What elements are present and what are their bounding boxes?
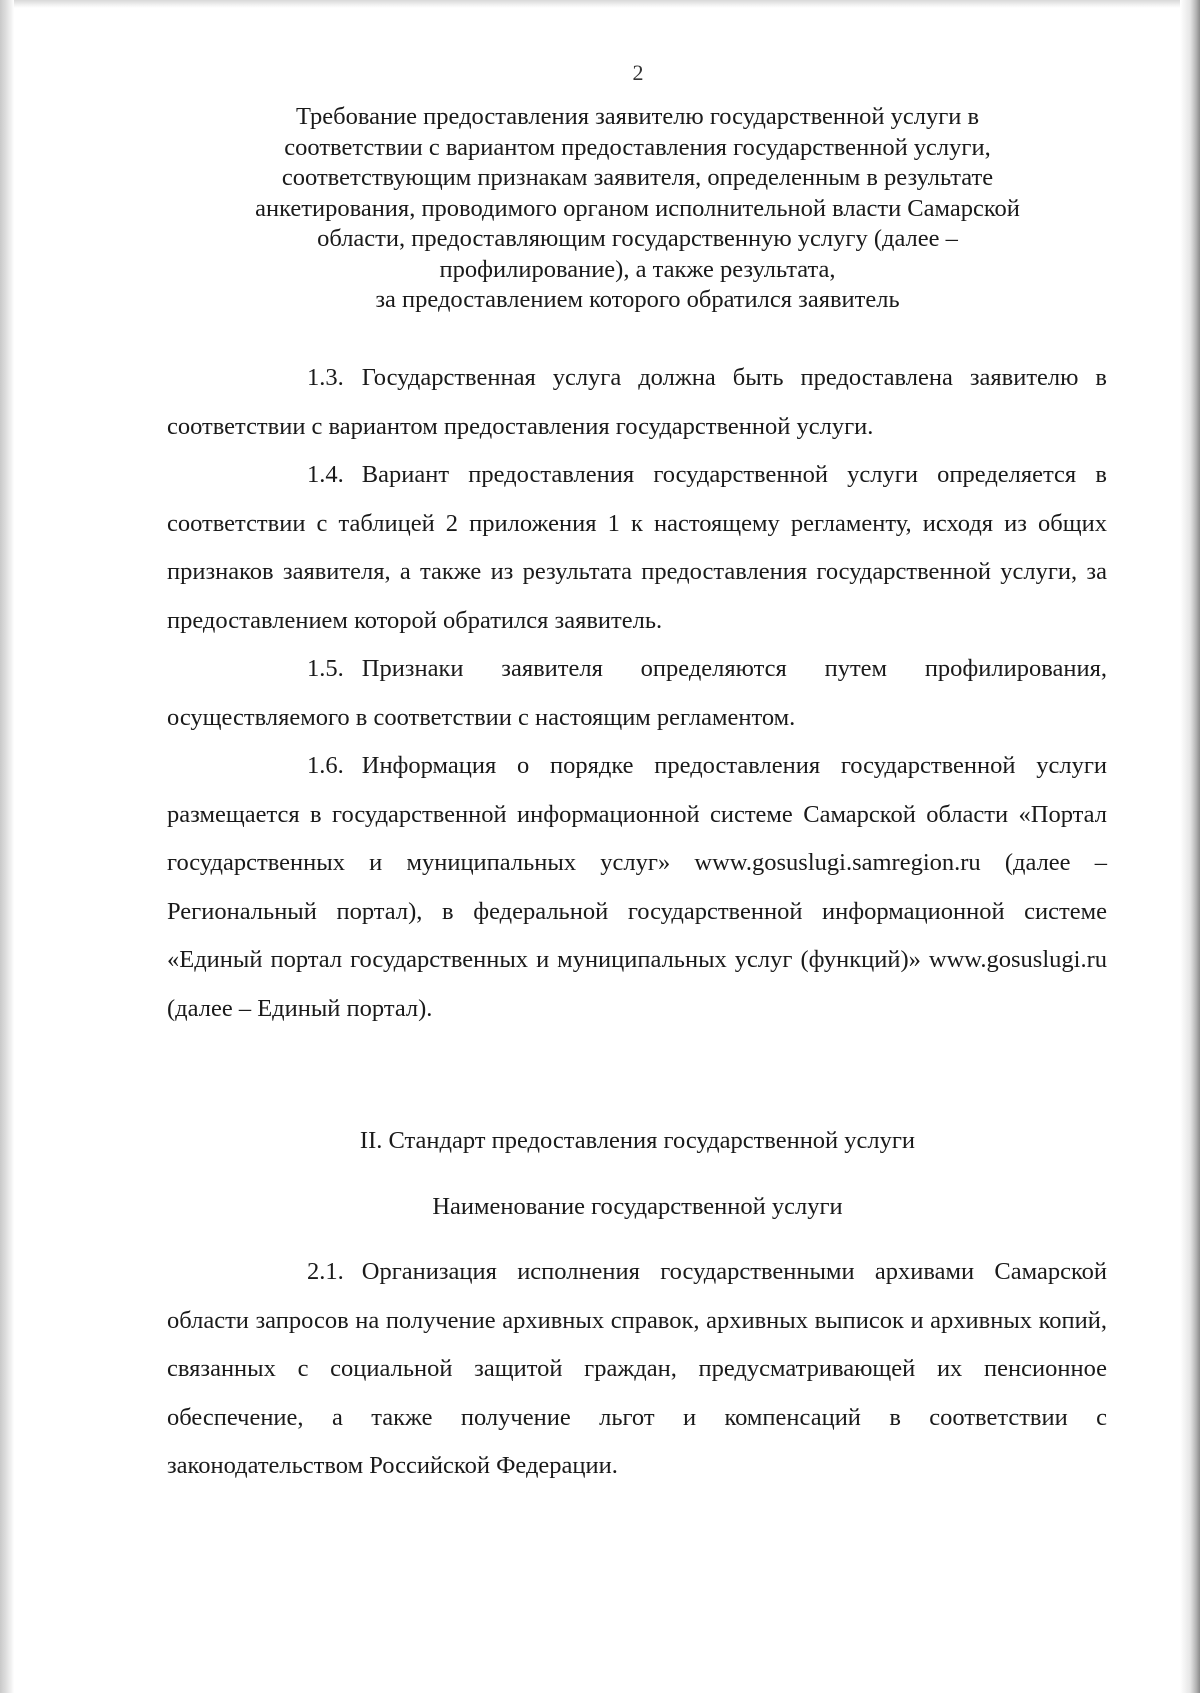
scan-edge-left	[0, 0, 14, 1693]
paragraph-text: Организация исполнения государственными архивами Самарской области запросов на получение архивных справок, архивных выписок и архивных копий, связанных с социальной защитой граждан, предусматривающей их пенсионное обеспечение, а также получение льгот и компенсаций в соответствии с законодательством Российской Федерации.	[167, 1258, 1107, 1479]
paragraph-number: 1.4.	[307, 461, 344, 488]
paragraph-number: 1.5.	[307, 655, 344, 682]
scan-edge-right	[1180, 0, 1200, 1693]
paragraph-2-1	[167, 1248, 1107, 1491]
scan-edge-top	[0, 0, 1200, 8]
paragraph-text: Государственная услуга должна быть предоставлена заявителю в соответствии с вариантом предоставления государственной услуги.	[167, 364, 1107, 440]
page-number: 2	[632, 60, 644, 85]
heading-line: соответствии с вариантом предоставления государственной услуги,	[284, 133, 991, 161]
heading-line: соответствующим признакам заявителя, определенным в результате	[281, 164, 994, 191]
paragraph-1-4	[167, 451, 1107, 645]
paragraph-1-5	[167, 645, 1107, 742]
paragraph-number: 2.1.	[307, 1258, 344, 1285]
paragraph-text: Вариант предоставления государственной услуги определяется в соответствии с таблицей 2 приложения 1 к настоящему регламенту, исходя из общих признаков заявителя, а также из результата предоставления государственной услуги, за предоставлением которой обратился заявитель.	[167, 461, 1107, 634]
paragraph-number: 1.3.	[307, 364, 344, 391]
heading-line: профилирование), а также результата,	[439, 255, 836, 283]
heading-line: области, предоставляющим государственную услугу (далее –	[317, 225, 958, 252]
subsection-title: Наименование государственной услуги	[432, 1193, 843, 1220]
heading-line: за предоставлением которого обратился заявитель	[375, 286, 900, 313]
paragraph-number: 1.6.	[307, 752, 344, 779]
heading-line: анкетирования, проводимого органом исполнительной власти Самарской	[255, 194, 1020, 222]
heading-block	[170, 102, 1105, 316]
body-section-2	[167, 1248, 1107, 1491]
paragraph-text: Признаки заявителя определяются путем профилирования, осуществляемого в соответствии с настоящим регламентом.	[167, 655, 1107, 731]
paragraph-1-6	[167, 742, 1107, 1033]
body-section-1	[167, 354, 1107, 1033]
paragraph-text: Информация о порядке предоставления государственной услуги размещается в государственной информационной системе Самарской области «Портал государственных и муниципальных услуг» www.gosuslugi.samregion.ru (далее – Региональный портал), в федеральной государственной информационной системе «Единый портал государственных и муниципальных услуг (функций)» www.gosuslugi.ru (далее – Единый портал).	[167, 752, 1107, 1022]
heading-line: Требование предоставления заявителю государственной услуги в	[295, 103, 980, 130]
section-title: II. Стандарт предоставления государственной услуги	[359, 1127, 916, 1154]
paragraph-1-3	[167, 354, 1107, 451]
